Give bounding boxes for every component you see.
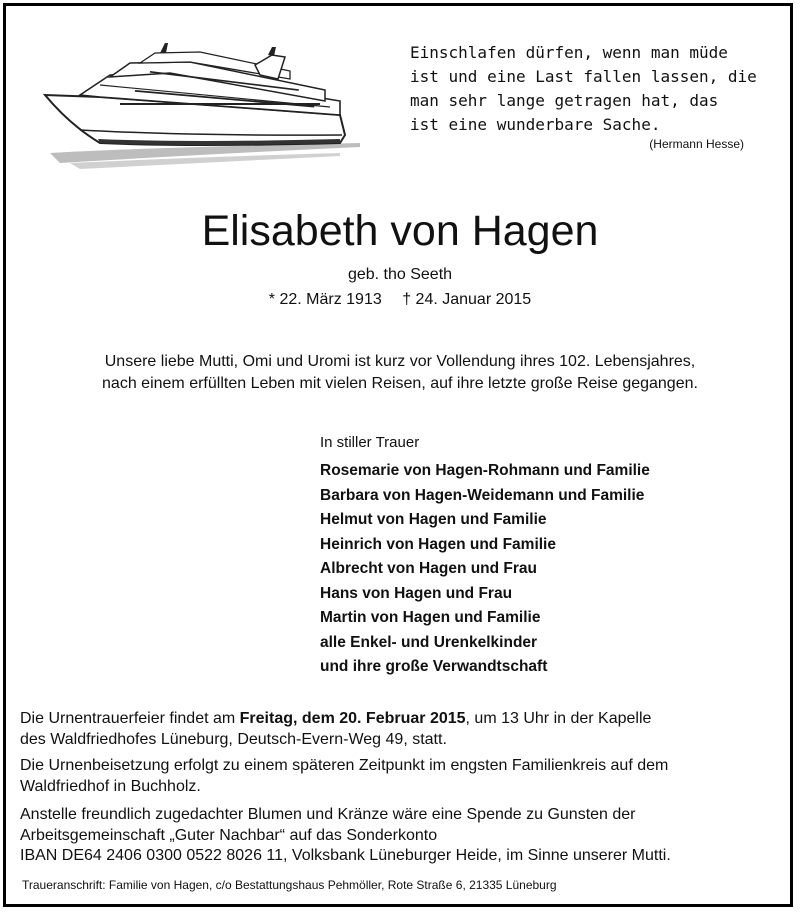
birth-date: * 22. März 1913 [268,291,382,308]
death-date: † 24. Januar 2015 [402,291,532,308]
funeral-address: Traueranschrift: Familie von Hagen, c/o Bestattungshaus Pehmöller, Rote Straße 6, 21335 Lüneburg [22,878,557,892]
intro-text [0,351,800,395]
ceremony-pre: Die Urnentrauerfeier findet am [20,710,240,727]
burial-text [20,755,780,797]
donation-line: Anstelle freundlich zugedachter Blumen und Kränze wäre eine Spende zu Gunsten der [20,806,636,823]
mourners-list [320,434,650,680]
mourner-name: Rosemarie von Hagen-Rohmann und Familie [320,462,650,479]
life-dates [0,291,800,309]
ceremony-line [20,708,780,729]
mourner-name: und ihre große Verwandtschaft [320,658,548,675]
iban-line: IBAN DE64 2406 0300 0522 8026 11, Volksbank Lüneburger Heide, im Sinne unserer Mutti. [20,847,671,864]
mourner-name: Albrecht von Hagen und Frau [320,560,538,577]
burial-line: Die Urnenbeisetzung erfolgt zu einem späteren Zeitpunkt im engsten Familienkreis auf dem [20,757,669,774]
mourner-name: Hans von Hagen und Frau [320,584,513,602]
quote-line: man sehr lange getragen hat, das [410,91,719,110]
quote-line: ist eine wunderbare Sache. [410,115,661,134]
burial-line: Waldfriedhof in Buchholz. [20,778,201,795]
intro-line: nach einem erfüllten Leben mit vielen Reisen, auf ihre letzte große Reise gegangen. [102,375,698,392]
mourners-lead: In stiller Trauer [320,434,420,451]
cruise-ship-icon [40,35,370,175]
ceremony-date: Freitag, dem 20. Februar 2015 [239,710,466,727]
donation-line: Arbeitsgemeinschaft „Guter Nachbar“ auf das Sonderkonto [20,827,438,844]
ceremony-post: , um 13 Uhr in der Kapelle [465,710,652,727]
quote-line: Einschlafen dürfen, wenn man müde [410,43,728,62]
mourner-name: Martin von Hagen und Familie [320,609,541,626]
maiden-name: geb. tho Seeth [347,266,453,283]
mourner-name: Heinrich von Hagen und Familie [320,535,556,553]
quote-author: (Hermann Hesse) [649,137,744,151]
mourner-name: Barbara von Hagen-Weidemann und Familie [320,486,645,504]
mourner-name: alle Enkel- und Urenkelkinder [320,633,538,651]
ceremony-text [20,708,780,750]
quote-line: ist und eine Last fallen lassen, die [410,67,757,86]
hesse-quote [410,41,757,137]
intro-line: Unsere liebe Mutti, Omi und Uromi ist kurz vor Vollendung ihres 102. Lebensjahres, [104,353,696,370]
mourner-name: Helmut von Hagen und Familie [320,511,547,528]
donation-text [20,804,780,846]
ceremony-line-2: des Waldfriedhofes Lüneburg, Deutsch-Evern-Weg 49, statt. [20,731,447,748]
deceased-name: Elisabeth von Hagen [201,207,599,255]
